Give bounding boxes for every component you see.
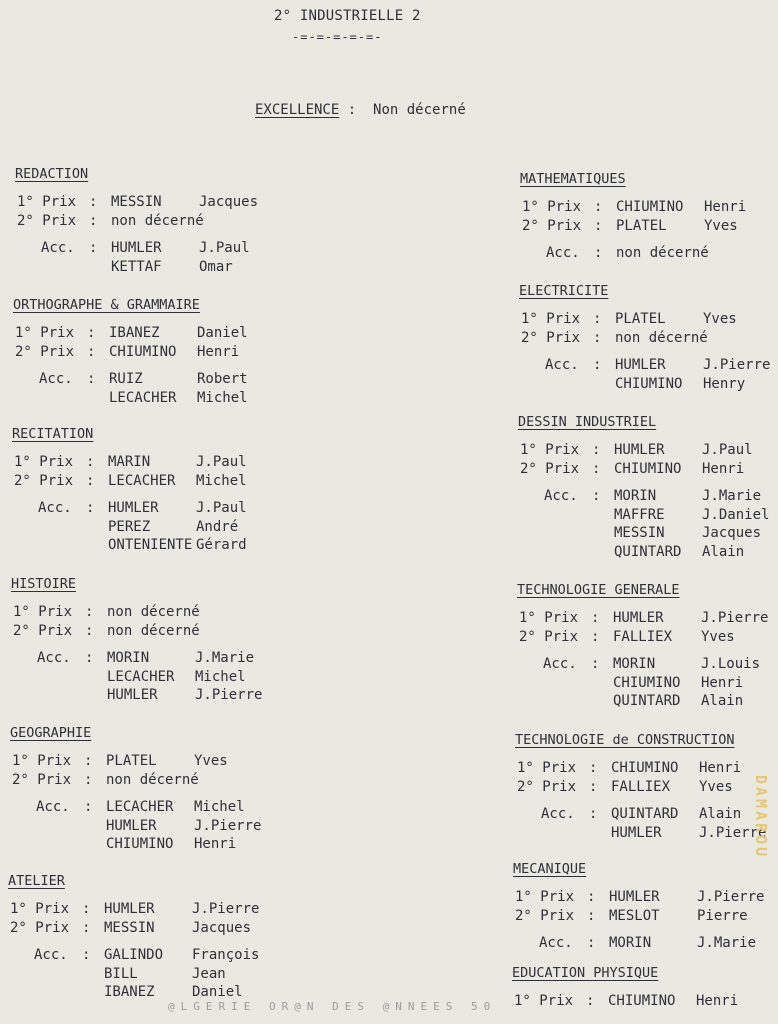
accessit-colon: :	[84, 799, 93, 815]
accessit-first-name: J.Marie	[702, 488, 762, 504]
accessit-row	[14, 519, 238, 535]
accessit-last-name: GALINDO	[104, 947, 164, 963]
prize-rank: 2° Prix	[10, 919, 70, 936]
section-heading: MATHEMATIQUES	[520, 171, 626, 187]
accessit-last-name: non décerné	[616, 245, 709, 261]
accessit-first-name: François	[192, 947, 260, 963]
section-heading: ELECTRICITE	[519, 283, 609, 299]
accessit-last-name: HUMLER	[611, 824, 662, 841]
accessit-row	[521, 357, 770, 373]
prize-colon: :	[589, 778, 598, 795]
accessit-colon: :	[87, 371, 96, 387]
prize-row	[10, 901, 259, 917]
accessit-last-name: HUMLER	[615, 357, 666, 373]
prize-rank: 2° Prix	[519, 628, 579, 645]
section-heading: ORTHOGRAPHE & GRAMMAIRE	[13, 297, 200, 313]
prize-rank: 1° Prix	[522, 199, 582, 215]
prize-rank: 1° Prix	[519, 610, 579, 626]
accessit-first-name: J.Paul	[196, 500, 247, 516]
prize-colon: :	[587, 907, 596, 924]
accessit-colon: :	[85, 650, 94, 666]
excellence-label: EXCELLENCE	[255, 102, 340, 118]
prize-row	[522, 218, 738, 234]
prize-rank: 1° Prix	[520, 442, 580, 458]
accessit-first-name: J.Pierre	[194, 817, 262, 834]
accessit-first-name: Jacques	[702, 525, 762, 541]
prize-row	[520, 461, 744, 477]
accessit-row	[17, 240, 250, 256]
prize-last-name: HUMLER	[613, 610, 664, 626]
prize-colon: :	[594, 217, 603, 234]
accessit-row	[519, 656, 760, 672]
accessit-label: Acc.	[543, 656, 577, 672]
prize-last-name: PLATEL	[616, 217, 667, 234]
prize-last-name: non décerné	[615, 329, 708, 346]
accessit-label: Acc.	[545, 357, 579, 373]
prize-rank: 2° Prix	[12, 771, 72, 788]
prize-row	[13, 604, 200, 620]
prize-rank: 1° Prix	[521, 311, 581, 327]
prize-rank: 1° Prix	[10, 901, 70, 917]
accessit-last-name: HUMLER	[111, 240, 162, 256]
accessit-first-name: Michel	[194, 799, 245, 815]
prize-row	[15, 344, 239, 360]
accessit-row	[10, 984, 243, 1000]
prize-row	[520, 442, 753, 458]
prize-last-name: FALLIEX	[613, 628, 673, 645]
prize-rank: 1° Prix	[17, 194, 77, 210]
accessit-label: Acc.	[37, 650, 71, 666]
prize-last-name: non décerné	[107, 622, 200, 639]
accessit-last-name: KETTAF	[111, 258, 162, 275]
accessit-first-name: J.Daniel	[702, 506, 770, 523]
prize-last-name: PLATEL	[106, 753, 157, 769]
prize-rank: 2° Prix	[13, 622, 73, 639]
accessit-row	[13, 650, 254, 666]
accessit-first-name: J.Pierre	[703, 357, 771, 373]
prize-last-name: IBANEZ	[109, 325, 160, 341]
accessit-last-name: PEREZ	[108, 518, 151, 535]
accessit-last-name: BILL	[104, 965, 138, 982]
prize-first-name: Yves	[704, 217, 738, 234]
prize-colon: :	[86, 454, 95, 470]
accessit-row	[17, 259, 233, 275]
section-heading: GEOGRAPHIE	[10, 725, 92, 741]
accessit-first-name: Alain	[702, 543, 745, 560]
prize-colon: :	[589, 760, 598, 776]
accessit-row	[520, 507, 769, 523]
prize-colon: :	[591, 610, 600, 626]
prize-rank: 2° Prix	[15, 343, 75, 360]
prize-row	[517, 779, 733, 795]
prize-rank: 1° Prix	[13, 604, 73, 620]
section-heading: REDACTION	[15, 166, 89, 182]
prize-colon: :	[82, 919, 91, 936]
prize-row	[12, 753, 228, 769]
prize-colon: :	[89, 194, 98, 210]
prize-last-name: PLATEL	[615, 311, 666, 327]
prize-colon: :	[594, 199, 603, 215]
excellence-value: Non décerné	[373, 102, 466, 118]
accessit-last-name: QUINTARD	[611, 806, 679, 822]
prize-last-name: MARIN	[108, 454, 151, 470]
accessit-last-name: IBANEZ	[104, 984, 155, 1000]
prize-first-name: Henri	[704, 199, 747, 215]
accessit-row	[520, 525, 761, 541]
prize-rank: 1° Prix	[517, 760, 577, 776]
accessit-first-name: Omar	[199, 258, 233, 275]
accessit-last-name: MORIN	[614, 488, 657, 504]
prize-colon: :	[84, 753, 93, 769]
accessit-last-name: QUINTARD	[613, 693, 681, 709]
prize-first-name: Henri	[197, 343, 240, 360]
accessit-row	[520, 544, 744, 560]
accessit-first-name: J.Marie	[195, 650, 255, 666]
accessit-colon: :	[89, 240, 98, 256]
prize-rank: 1° Prix	[15, 325, 75, 341]
prize-rank: 2° Prix	[17, 212, 77, 229]
prize-colon: :	[587, 889, 596, 905]
prize-colon: :	[593, 329, 602, 346]
prize-last-name: MESSIN	[111, 194, 162, 210]
prize-row	[514, 993, 738, 1009]
accessit-label: Acc.	[36, 799, 70, 815]
prize-last-name: non décerné	[111, 212, 204, 229]
document-title: 2° INDUSTRIELLE 2	[274, 8, 421, 24]
prize-row	[521, 311, 737, 327]
accessit-row	[519, 675, 743, 691]
accessit-label: Acc.	[541, 806, 575, 822]
prize-colon: :	[586, 993, 595, 1009]
prize-rank: 1° Prix	[14, 454, 74, 470]
prize-last-name: HUMLER	[104, 901, 155, 917]
accessit-first-name: Henri	[701, 674, 744, 691]
accessit-row	[515, 935, 756, 951]
accessit-last-name: LECACHER	[109, 389, 177, 406]
accessit-colon: :	[594, 245, 603, 261]
accessit-first-name: Henri	[194, 836, 237, 852]
accessit-last-name: QUINTARD	[614, 543, 682, 560]
prize-row	[521, 329, 708, 346]
accessit-first-name: J.Louis	[701, 656, 761, 672]
prize-colon: :	[87, 325, 96, 341]
prize-row	[14, 473, 247, 489]
prize-first-name: Yves	[699, 778, 733, 795]
accessit-label: Acc.	[546, 245, 580, 261]
prize-colon: :	[87, 343, 96, 360]
accessit-row	[12, 836, 236, 852]
prize-last-name: HUMLER	[609, 889, 660, 905]
watermark-text: @LGERIE OR@N DES @NNEES 50	[168, 1000, 497, 1013]
prize-last-name: CHIUMINO	[616, 199, 684, 215]
section-heading: DESSIN INDUSTRIEL	[518, 414, 657, 430]
accessit-row	[10, 947, 259, 963]
accessit-label: Acc.	[39, 371, 73, 387]
accessit-colon: :	[587, 935, 596, 951]
accessit-row	[12, 818, 261, 834]
accessit-first-name: André	[196, 518, 239, 535]
prize-first-name: Yves	[701, 628, 735, 645]
prize-first-name: Pierre	[697, 907, 748, 924]
prize-rank: 1° Prix	[515, 889, 575, 905]
section-heading: RECITATION	[12, 426, 94, 442]
accessit-row	[10, 966, 226, 982]
accessit-row	[520, 488, 761, 504]
accessit-last-name: MORIN	[613, 656, 656, 672]
accessit-first-name: Robert	[197, 371, 248, 387]
prize-rank: 2° Prix	[521, 329, 581, 346]
accessit-last-name: CHIUMINO	[615, 375, 683, 392]
prize-colon: :	[591, 628, 600, 645]
accessit-colon: :	[86, 500, 95, 516]
accessit-label: Acc.	[38, 500, 72, 516]
accessit-row	[13, 687, 262, 703]
prize-first-name: Henri	[699, 760, 742, 776]
prize-rank: 2° Prix	[515, 907, 575, 924]
prize-row	[515, 908, 748, 924]
prize-row	[13, 622, 200, 639]
accessit-row	[15, 371, 248, 387]
accessit-last-name: ONTENIENTE	[108, 537, 193, 553]
prize-first-name: J.Paul	[196, 454, 247, 470]
section-heading: ATELIER	[8, 873, 65, 889]
accessit-last-name: MORIN	[609, 935, 652, 951]
prize-last-name: LECACHER	[108, 472, 176, 489]
accessit-last-name: LECACHER	[107, 668, 175, 685]
accessit-first-name: Gérard	[196, 537, 247, 553]
accessit-last-name: HUMLER	[107, 687, 158, 703]
accessit-row	[14, 537, 247, 553]
accessit-row	[13, 669, 246, 685]
accessit-last-name: LECACHER	[106, 799, 174, 815]
accessit-row	[517, 806, 741, 822]
accessit-colon: :	[82, 947, 91, 963]
accessit-first-name: J.Paul	[199, 240, 250, 256]
prize-rank: 2° Prix	[520, 460, 580, 477]
prize-last-name: FALLIEX	[611, 778, 671, 795]
accessit-row	[14, 500, 247, 516]
prize-row	[522, 199, 746, 215]
section-heading: MECANIQUE	[513, 861, 587, 877]
accessit-row	[522, 245, 709, 261]
accessit-row	[517, 825, 766, 841]
prize-last-name: MESSIN	[104, 919, 155, 936]
accessit-last-name: MAFFRE	[614, 506, 665, 523]
accessit-row	[15, 390, 248, 406]
prize-rank: 2° Prix	[517, 778, 577, 795]
prize-colon: :	[84, 771, 93, 788]
section-heading: TECHNOLOGIE GENERALE	[517, 582, 680, 598]
accessit-label: Acc.	[539, 935, 573, 951]
prize-row	[517, 760, 741, 776]
accessit-colon: :	[593, 357, 602, 373]
prize-first-name: J.Paul	[702, 442, 753, 458]
prize-first-name: J.Pierre	[697, 889, 765, 905]
prize-first-name: Yves	[194, 753, 228, 769]
prize-colon: :	[593, 311, 602, 327]
prize-last-name: MESLOT	[609, 907, 660, 924]
prize-row	[15, 325, 248, 341]
accessit-label: Acc.	[34, 947, 68, 963]
accessit-first-name: J.Pierre	[195, 687, 263, 703]
accessit-first-name: Jean	[192, 965, 226, 982]
accessit-colon: :	[592, 488, 601, 504]
accessit-first-name: Alain	[699, 806, 742, 822]
accessit-last-name: HUMLER	[108, 500, 159, 516]
accessit-first-name: J.Marie	[697, 935, 757, 951]
prize-first-name: Jacques	[199, 194, 259, 210]
accessit-first-name: J.Pierre	[699, 824, 767, 841]
prize-row	[12, 771, 199, 788]
prize-colon: :	[85, 604, 94, 620]
prize-last-name: non décerné	[106, 771, 199, 788]
prize-row	[519, 629, 735, 645]
prize-row	[10, 920, 251, 936]
accessit-first-name: Henry	[703, 375, 746, 392]
prize-rank: 2° Prix	[14, 472, 74, 489]
prize-first-name: Jacques	[192, 919, 252, 936]
title-underline-rule: -=-=-=-=-=-	[292, 30, 383, 44]
accessit-row	[519, 693, 743, 709]
prize-row	[17, 194, 258, 210]
accessit-row	[12, 799, 245, 815]
accessit-last-name: RUIZ	[109, 371, 143, 387]
accessit-first-name: Alain	[701, 693, 744, 709]
prize-colon: :	[86, 472, 95, 489]
prize-first-name: Henri	[696, 993, 739, 1009]
accessit-last-name: CHIUMINO	[106, 836, 174, 852]
section-heading: HISTOIRE	[11, 576, 77, 592]
prize-colon: :	[592, 460, 601, 477]
prize-last-name: CHIUMINO	[614, 460, 682, 477]
prize-last-name: CHIUMINO	[611, 760, 679, 776]
prize-last-name: HUMLER	[614, 442, 665, 458]
accessit-colon: :	[589, 806, 598, 822]
prize-first-name: J.Pierre	[192, 901, 260, 917]
section-heading: EDUCATION PHYSIQUE	[512, 965, 659, 981]
accessit-label: Acc.	[41, 240, 75, 256]
prize-row	[519, 610, 768, 626]
accessit-last-name: MORIN	[107, 650, 150, 666]
accessit-colon: :	[591, 656, 600, 672]
prize-colon: :	[85, 622, 94, 639]
prize-last-name: non décerné	[107, 604, 200, 620]
prize-first-name: Henri	[702, 460, 745, 477]
accessit-first-name: Michel	[195, 668, 246, 685]
prize-first-name: Daniel	[197, 325, 248, 341]
prize-first-name: Michel	[196, 472, 247, 489]
prize-last-name: CHIUMINO	[608, 993, 676, 1009]
accessit-last-name: MESSIN	[614, 525, 665, 541]
prize-row	[14, 454, 247, 470]
accessit-first-name: Daniel	[192, 984, 243, 1000]
prize-rank: 2° Prix	[522, 217, 582, 234]
excellence-line	[255, 102, 466, 118]
prize-colon: :	[592, 442, 601, 458]
accessit-first-name: Michel	[197, 389, 248, 406]
corner-stamp: DAMAROU	[752, 775, 770, 860]
prize-row	[17, 212, 204, 229]
prize-row	[515, 889, 764, 905]
accessit-label: Acc.	[544, 488, 578, 504]
accessit-last-name: CHIUMINO	[613, 674, 681, 691]
prize-first-name: J.Pierre	[701, 610, 769, 626]
accessit-last-name: HUMLER	[106, 817, 157, 834]
prize-first-name: Yves	[703, 311, 737, 327]
excellence-colon: :	[347, 102, 357, 118]
prize-colon: :	[89, 212, 98, 229]
prize-colon: :	[82, 901, 91, 917]
accessit-row	[521, 376, 745, 392]
prize-rank: 1° Prix	[514, 993, 574, 1009]
prize-rank: 1° Prix	[12, 753, 72, 769]
section-heading: TECHNOLOGIE de CONSTRUCTION	[515, 732, 735, 748]
prize-last-name: CHIUMINO	[109, 343, 177, 360]
